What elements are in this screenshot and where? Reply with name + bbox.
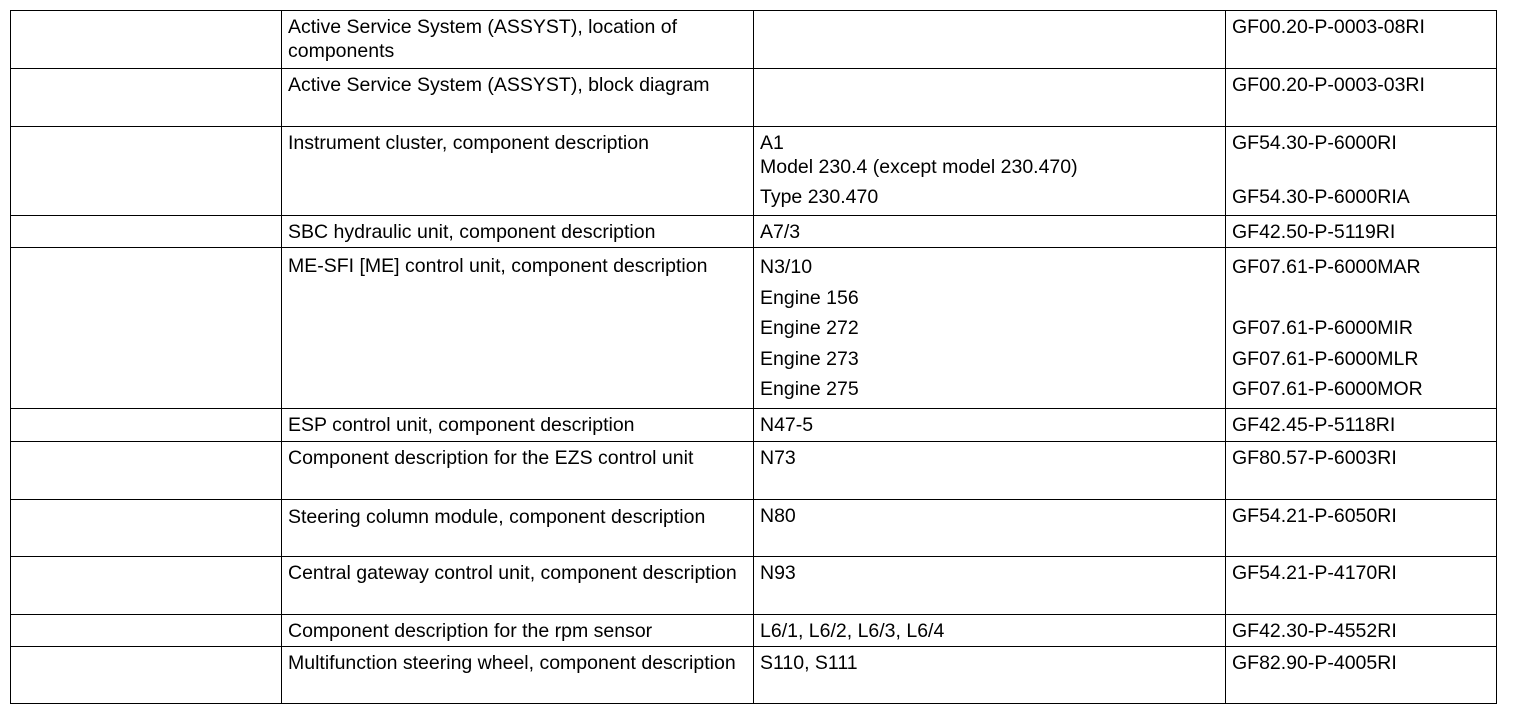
document-cell xyxy=(282,216,754,248)
designation-text: Engine 272 xyxy=(760,317,859,339)
reference-link[interactable]: GF07.61-P-6000MOR xyxy=(1232,378,1423,400)
document-cell xyxy=(282,499,754,556)
designation-text: Engine 156 xyxy=(760,286,859,309)
document-title: Component description for the rpm sensor xyxy=(288,619,653,642)
designation-text: Type 230.470 xyxy=(760,186,879,208)
table-row xyxy=(11,441,1497,499)
designation-text: Engine 275 xyxy=(760,378,859,400)
document-cell xyxy=(282,127,754,216)
reference-cell xyxy=(1226,11,1497,69)
document-cell xyxy=(282,408,754,441)
designation-cell xyxy=(754,441,1226,499)
document-title: Instrument cluster, component description xyxy=(288,132,649,154)
reference-cell xyxy=(1226,216,1497,248)
empty-cell xyxy=(11,441,282,499)
document-cell xyxy=(282,11,754,69)
document-cell xyxy=(282,441,754,499)
reference-link[interactable]: GF54.30-P-6000RIA xyxy=(1232,186,1410,208)
designation-text: N73 xyxy=(760,446,796,469)
empty-cell xyxy=(11,248,282,409)
table-row xyxy=(11,408,1497,441)
reference-link[interactable]: GF42.45-P-5118RI xyxy=(1232,413,1396,436)
document-title: ESP control unit, component description xyxy=(288,413,635,436)
reference-link[interactable]: GF42.30-P-4552RI xyxy=(1232,619,1397,642)
table-row xyxy=(11,556,1497,614)
reference-link[interactable]: GF07.61-P-6000MIR xyxy=(1232,317,1413,339)
table-row xyxy=(11,11,1497,69)
reference-link[interactable]: GF54.21-P-6050RI xyxy=(1232,504,1397,527)
empty-cell xyxy=(11,614,282,646)
document-title: Central gateway control unit, component description xyxy=(288,561,737,584)
designation-cell xyxy=(754,127,1226,216)
reference-link[interactable]: GF07.61-P-6000MLR xyxy=(1232,347,1419,370)
document-title: Steering column module, component description xyxy=(288,505,706,528)
reference-link[interactable]: GF82.90-P-4005RI xyxy=(1232,651,1397,674)
reference-cell xyxy=(1226,127,1497,216)
designation-cell xyxy=(754,556,1226,614)
table-row xyxy=(11,646,1497,703)
reference-cell xyxy=(1226,441,1497,499)
designation-cell xyxy=(754,646,1226,703)
table-row xyxy=(11,69,1497,127)
designation-cell xyxy=(754,499,1226,556)
reference-link[interactable] xyxy=(1232,283,1490,314)
reference-cell xyxy=(1226,499,1497,556)
reference-cell xyxy=(1226,646,1497,703)
reference-link[interactable]: GF80.57-P-6003RI xyxy=(1232,446,1397,469)
designation-cell xyxy=(754,614,1226,646)
designation-cell xyxy=(754,69,1226,127)
reference-link[interactable]: GF00.20-P-0003-03RI xyxy=(1232,74,1425,96)
empty-cell xyxy=(11,556,282,614)
designation-cell xyxy=(754,216,1226,248)
document-title: Active Service System (ASSYST), location of components xyxy=(288,16,678,62)
document-cell xyxy=(282,69,754,127)
designation-text: Engine 273 xyxy=(760,347,859,370)
designation-text: N3/10 xyxy=(760,256,813,278)
reference-cell xyxy=(1226,408,1497,441)
reference-cell xyxy=(1226,614,1497,646)
document-cell xyxy=(282,614,754,646)
document-cell xyxy=(282,556,754,614)
empty-cell xyxy=(11,127,282,216)
reference-cell xyxy=(1226,556,1497,614)
reference-link[interactable]: GF42.50-P-5119RI xyxy=(1232,221,1396,243)
reference-link[interactable]: GF54.21-P-4170RI xyxy=(1232,561,1397,584)
designation-text: A1 xyxy=(760,132,784,154)
empty-cell xyxy=(11,408,282,441)
designation-text: S110, S111 xyxy=(760,651,858,674)
empty-cell xyxy=(11,11,282,69)
designation-text: A7/3 xyxy=(760,221,801,243)
table-row xyxy=(11,216,1497,248)
table-row xyxy=(11,127,1497,216)
reference-link[interactable]: GF54.30-P-6000RI xyxy=(1232,132,1397,154)
empty-cell xyxy=(11,646,282,703)
reference-link[interactable]: GF07.61-P-6000MAR xyxy=(1232,256,1421,278)
designation-cell xyxy=(754,408,1226,441)
spacer xyxy=(1232,155,1490,179)
reference-table xyxy=(10,10,1497,704)
empty-cell xyxy=(11,216,282,248)
table-row xyxy=(11,499,1497,556)
designation-text: L6/1, L6/2, L6/3, L6/4 xyxy=(760,619,945,642)
designation-text: Model 230.4 (except model 230.470) xyxy=(760,156,1078,178)
document-cell xyxy=(282,248,754,409)
document-cell xyxy=(282,646,754,703)
reference-cell xyxy=(1226,248,1497,409)
designation-cell xyxy=(754,248,1226,409)
document-title: SBC hydraulic unit, component description xyxy=(288,221,656,243)
designation-text: N80 xyxy=(760,504,796,527)
table-row xyxy=(11,248,1497,409)
document-title: ME-SFI [ME] control unit, component description xyxy=(288,255,708,277)
document-title: Multifunction steering wheel, component description xyxy=(288,651,736,674)
document-title: Component description for the EZS control unit xyxy=(288,446,694,469)
reference-link[interactable]: GF00.20-P-0003-08RI xyxy=(1232,16,1425,38)
designation-text: N93 xyxy=(760,561,796,584)
designation-cell xyxy=(754,11,1226,69)
document-title: Active Service System (ASSYST), block diagram xyxy=(288,74,710,96)
table-row xyxy=(11,614,1497,646)
empty-cell xyxy=(11,69,282,127)
empty-cell xyxy=(11,499,282,556)
reference-cell xyxy=(1226,69,1497,127)
designation-text: N47-5 xyxy=(760,413,814,436)
